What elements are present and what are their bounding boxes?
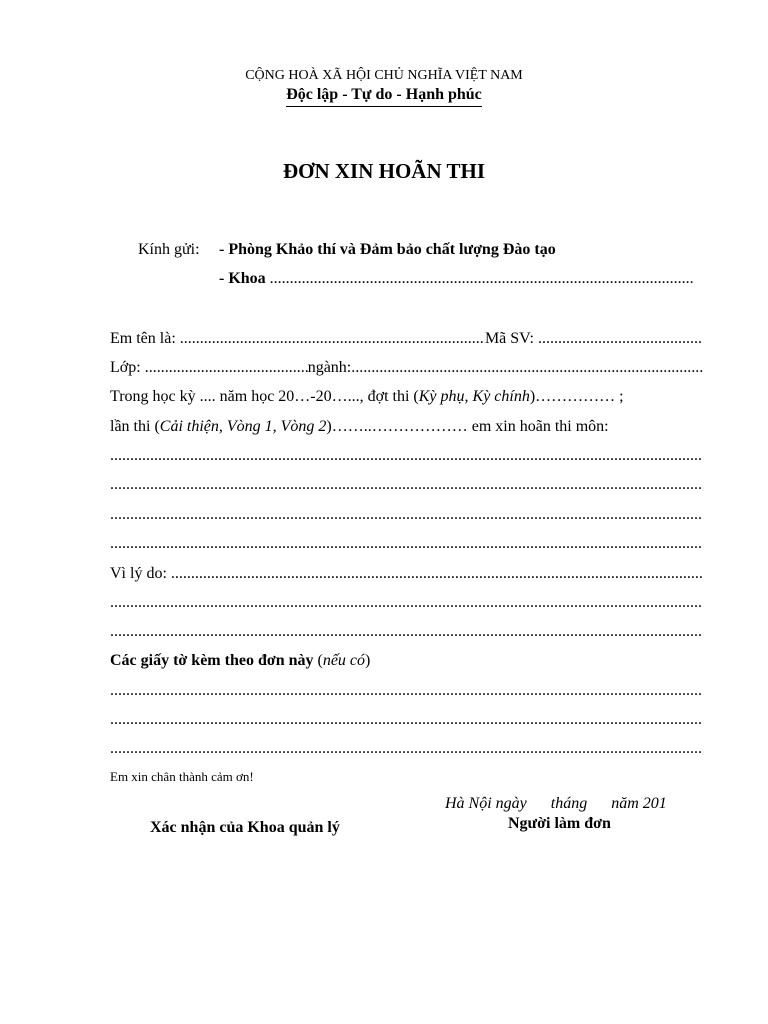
motto-header xyxy=(0,86,768,107)
major-blank xyxy=(351,359,703,377)
attempt-line xyxy=(110,418,703,436)
name-label: Em tên là: xyxy=(110,330,176,347)
recipient-label: Kính gửi: xyxy=(138,241,200,258)
recipient-office: - Phòng Khảo thí và Đảm bảo chất lượng Đào tạo xyxy=(219,241,556,258)
thanks-text: Em xin chân thành cảm ơn! xyxy=(110,769,254,784)
attachments-blank-line-3 xyxy=(110,740,703,758)
reason-blank-line-2 xyxy=(110,594,703,612)
attempt-text-1: lần thi ( xyxy=(110,418,160,435)
student-id-label: Mã SV: xyxy=(484,330,534,347)
date-line: Hà Nội ngày tháng năm 201 xyxy=(445,795,667,812)
subject-blank-line-2 xyxy=(110,476,703,494)
attempt-options: Cải thiện, Vòng 1, Vòng 2 xyxy=(159,418,327,435)
attachments-optional: nếu có xyxy=(322,652,366,669)
document-title: ĐƠN XIN HOÃN THI xyxy=(282,159,486,183)
name-blank xyxy=(180,330,485,348)
subject-blank-line-4 xyxy=(110,535,703,553)
subject-blank-line-3 xyxy=(110,506,703,524)
attachments-blank-line-1 xyxy=(110,682,703,700)
class-blank xyxy=(145,359,308,377)
term-text-1: Trong học kỳ .... năm học 20…-20…..., đợt thi ( xyxy=(110,388,419,405)
name-line xyxy=(110,330,703,348)
faculty-blank xyxy=(270,270,694,288)
faculty-confirmation: Xác nhận của Khoa quản lý xyxy=(150,819,340,836)
subject-blank-line-1 xyxy=(110,447,703,465)
attempt-text-2: )……..……………… em xin hoãn thi môn: xyxy=(326,418,609,435)
student-id-blank xyxy=(538,330,703,348)
motto-text: Độc lập - Tự do - Hạnh phúc xyxy=(286,86,482,107)
class-label: Lớp: xyxy=(110,359,141,376)
attachments-label: Các giấy tờ kèm theo đơn này xyxy=(110,652,314,669)
attachments-blank-line-2 xyxy=(110,711,703,729)
applicant-signature-label: Người làm đơn xyxy=(508,815,611,832)
reason-label: Vì lý do: xyxy=(110,565,167,582)
major-label: ngành: xyxy=(307,359,352,376)
term-text-2: )…………… ; xyxy=(529,388,624,405)
class-line xyxy=(110,359,703,377)
reason-line xyxy=(110,565,703,583)
recipient-faculty-line xyxy=(219,270,694,288)
reason-blank-line-3 xyxy=(110,623,703,641)
attachments-heading: Các giấy tờ kèm theo đơn này (nếu có) xyxy=(110,652,371,669)
recipient-faculty-prefix: - Khoa xyxy=(219,270,266,287)
reason-blank xyxy=(171,565,703,583)
term-options: Kỳ phụ, Kỳ chính xyxy=(418,388,530,405)
term-line xyxy=(110,388,703,406)
country-header: CỘNG HOÀ XÃ HỘI CHỦ NGHĨA VIỆT NAM xyxy=(245,68,523,83)
